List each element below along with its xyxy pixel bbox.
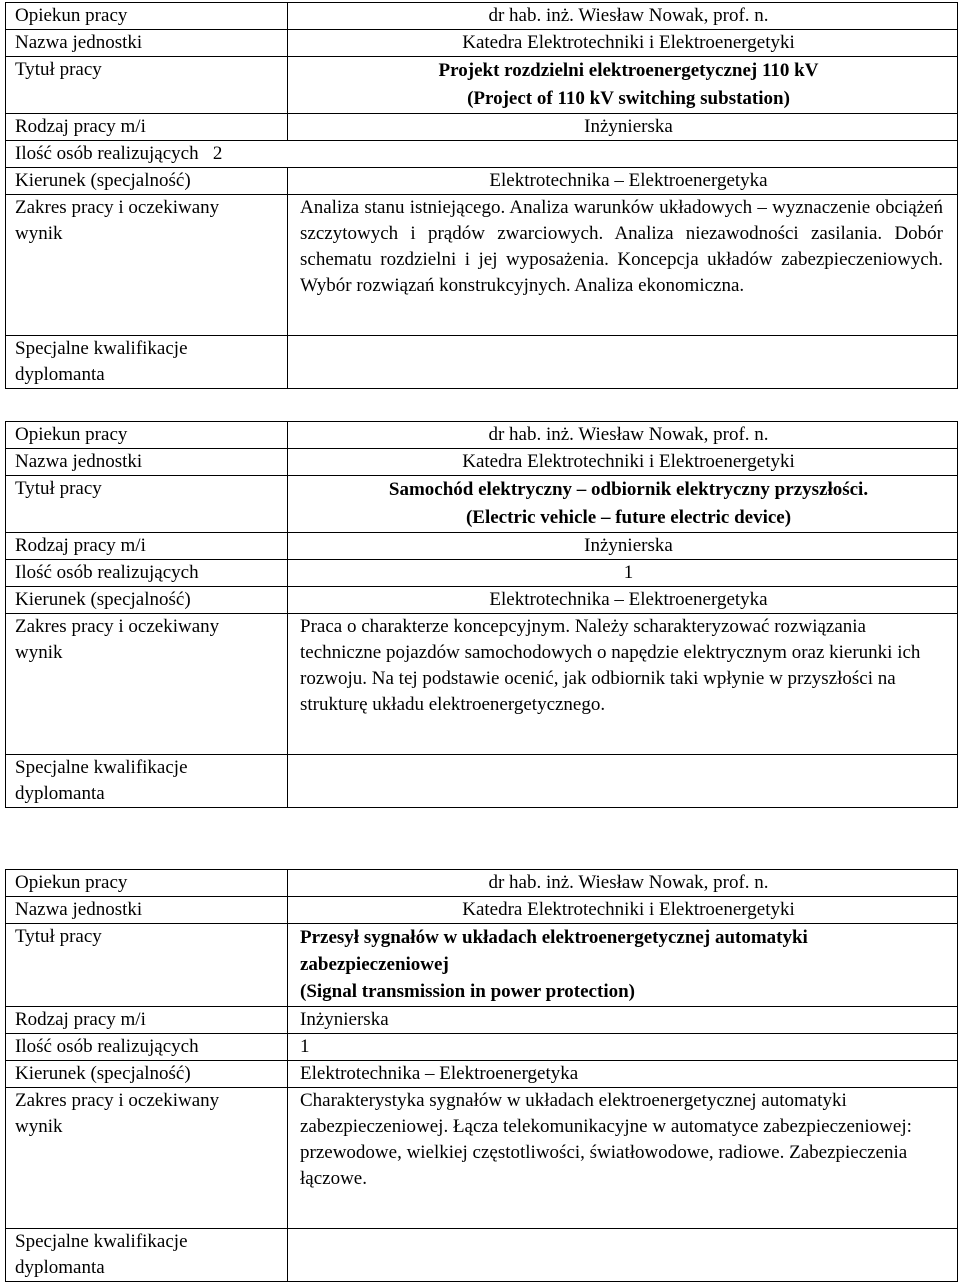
label-count: Ilość osób realizujących: [6, 1034, 288, 1061]
label-scope-line2: wynik: [15, 1116, 63, 1137]
label-unit: Nazwa jednostki: [6, 30, 288, 57]
title-pl: Samochód elektryczny – odbiornik elektryczny przyszłości.: [388, 479, 869, 500]
count-value: 2: [212, 143, 223, 164]
type-value: Inżynierska: [288, 533, 958, 560]
row-unit: [6, 897, 958, 924]
field-value: Elektrotechnika – Elektroenergetyka: [288, 1061, 958, 1088]
row-qualifications: [6, 336, 958, 389]
label-supervisor: Opiekun pracy: [6, 870, 288, 897]
label-unit: Nazwa jednostki: [6, 449, 288, 476]
title-value: [288, 476, 958, 533]
unit-value: Katedra Elektrotechniki i Elektroenergetyki: [288, 897, 958, 924]
label-qual-line1: Specjalne kwalifikacje: [15, 338, 188, 359]
row-title: [6, 57, 958, 114]
label-qual-line2: dyplomanta: [15, 1257, 105, 1278]
row-scope: [6, 614, 958, 755]
count-cell: [6, 141, 958, 168]
thesis-entry-1: [5, 2, 958, 389]
scope-value: Analiza stanu istniejącego. Analiza warunków układowych – wyznaczenie obciążeń szczytowych i prądów zwarciowych. Analiza niezawodności zasilania. Dobór schematu rozdzielni i jej wyposażenia. Koncepcja układów zabezpieczeniowych. Wybór rozwiązań konstrukcyjnych. Analiza ekonomiczna.: [288, 195, 958, 336]
label-scope: [6, 1088, 288, 1229]
scope-value: Praca o charakterze koncepcyjnym. Należy scharakteryzować rozwiązania techniczne pojazdów samochodowych o napędzie elektrycznym oraz kierunki ich rozwoju. Na tej podstawie ocenić, jak odbiornik taki wpłynie w przyszłości na strukturę układu elektroenergetycznego.: [288, 614, 958, 755]
count-value: 1: [288, 560, 958, 587]
label-supervisor: Opiekun pracy: [6, 3, 288, 30]
label-scope-line1: Zakres pracy i oczekiwany: [15, 616, 220, 637]
label-unit: Nazwa jednostki: [6, 897, 288, 924]
row-qualifications: [6, 755, 958, 808]
row-title: [6, 476, 958, 533]
title-value: [288, 57, 958, 114]
type-value: Inżynierska: [288, 114, 958, 141]
row-supervisor: [6, 870, 958, 897]
count-value: 1: [288, 1034, 958, 1061]
supervisor-value: dr hab. inż. Wiesław Nowak, prof. n.: [288, 3, 958, 30]
row-supervisor: [6, 422, 958, 449]
title-pl: Przesył sygnałów w układach elektroenergetycznej automatyki zabezpieczeniowej: [300, 927, 808, 975]
row-scope: [6, 1088, 958, 1229]
unit-value: Katedra Elektrotechniki i Elektroenergetyki: [288, 449, 958, 476]
row-count: [6, 141, 958, 168]
label-field: Kierunek (specjalność): [6, 1061, 288, 1088]
label-scope-line1: Zakres pracy i oczekiwany: [15, 1090, 220, 1111]
label-scope: [6, 195, 288, 336]
supervisor-value: dr hab. inż. Wiesław Nowak, prof. n.: [288, 422, 958, 449]
label-scope-line2: wynik: [15, 642, 63, 663]
label-qual-line2: dyplomanta: [15, 783, 105, 804]
title-en: (Electric vehicle – future electric device): [465, 507, 792, 528]
supervisor-value: dr hab. inż. Wiesław Nowak, prof. n.: [288, 870, 958, 897]
row-qualifications: [6, 1229, 958, 1282]
qualifications-value: [288, 755, 958, 808]
title-en: (Project of 110 kV switching substation): [467, 88, 790, 109]
row-type: [6, 1007, 958, 1034]
label-qual-line1: Specjalne kwalifikacje: [15, 757, 188, 778]
label-scope-line1: Zakres pracy i oczekiwany: [15, 197, 220, 218]
label-title: Tytuł pracy: [6, 476, 288, 533]
thesis-entry-3: [5, 869, 958, 1282]
label-qual-line2: dyplomanta: [15, 364, 105, 385]
row-scope: [6, 195, 958, 336]
label-qualifications: [6, 1229, 288, 1282]
label-qualifications: [6, 755, 288, 808]
label-field: Kierunek (specjalność): [6, 168, 288, 195]
row-unit: [6, 30, 958, 57]
type-value: Inżynierska: [288, 1007, 958, 1034]
label-qualifications: [6, 336, 288, 389]
label-supervisor: Opiekun pracy: [6, 422, 288, 449]
label-field: Kierunek (specjalność): [6, 587, 288, 614]
row-count: [6, 560, 958, 587]
label-type: Rodzaj pracy m/i: [6, 114, 288, 141]
row-type: [6, 533, 958, 560]
title-pl: Projekt rozdzielni elektroenergetycznej 110 kV: [438, 60, 819, 81]
label-qual-line1: Specjalne kwalifikacje: [15, 1231, 188, 1252]
scope-value: Charakterystyka sygnałów w układach elektroenergetycznej automatyki zabezpieczeniowej. Łącza telekomunikacyjne w automatyce zabezpieczeniowej: przewodowe, wielkiej częstotliwości, światłowodowe, radiowe. Zabezpieczenia łączowe.: [288, 1088, 958, 1229]
row-unit: [6, 449, 958, 476]
row-title: [6, 924, 958, 1007]
title-value: [288, 924, 958, 1007]
field-value: Elektrotechnika – Elektroenergetyka: [288, 587, 958, 614]
row-type: [6, 114, 958, 141]
qualifications-value: [288, 336, 958, 389]
qualifications-value: [288, 1229, 958, 1282]
label-title: Tytuł pracy: [6, 57, 288, 114]
row-field: [6, 168, 958, 195]
label-title: Tytuł pracy: [6, 924, 288, 1007]
field-value: Elektrotechnika – Elektroenergetyka: [288, 168, 958, 195]
label-type: Rodzaj pracy m/i: [6, 1007, 288, 1034]
thesis-entry-2: [5, 421, 958, 808]
label-scope-line2: wynik: [15, 223, 63, 244]
row-field: [6, 1061, 958, 1088]
title-en: (Signal transmission in power protection): [300, 981, 635, 1002]
unit-value: Katedra Elektrotechniki i Elektroenergetyki: [288, 30, 958, 57]
label-scope: [6, 614, 288, 755]
label-count: Ilość osób realizujących: [15, 143, 199, 164]
label-count: Ilość osób realizujących: [6, 560, 288, 587]
row-field: [6, 587, 958, 614]
row-supervisor: [6, 3, 958, 30]
label-type: Rodzaj pracy m/i: [6, 533, 288, 560]
row-count: [6, 1034, 958, 1061]
